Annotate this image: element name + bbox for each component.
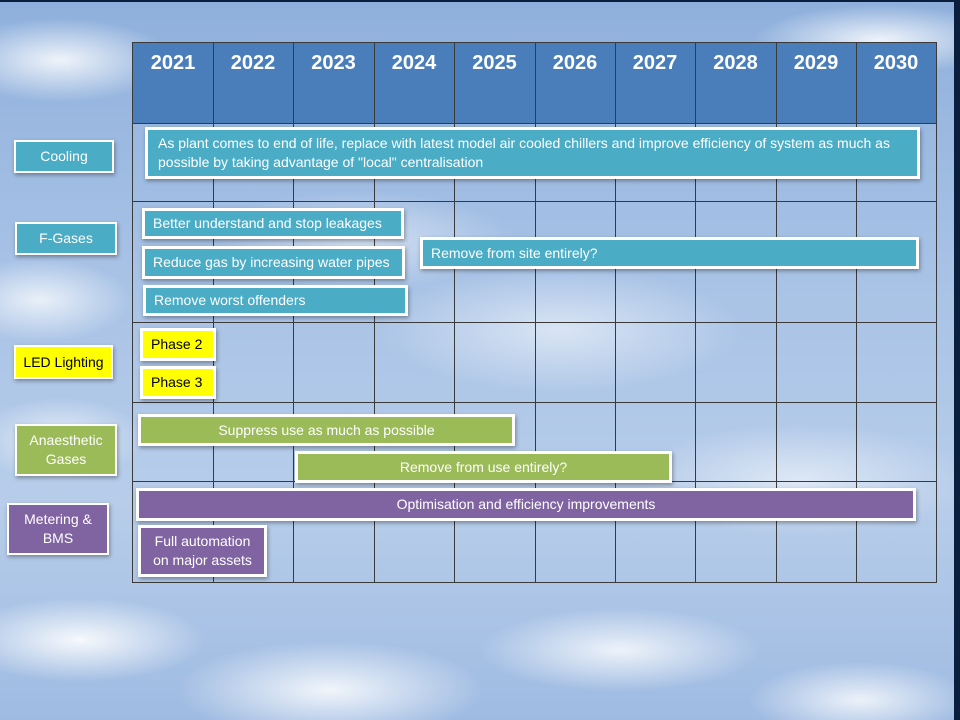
task-led-phase-2: Phase 2 (140, 328, 216, 361)
task-full-automation: Full automation on major assets (138, 525, 267, 577)
task-remove-from-site: Remove from site entirely? (420, 237, 919, 269)
category-cooling: Cooling (14, 140, 114, 173)
year-2029: 2029 (793, 52, 839, 74)
task-reduce-gas: Reduce gas by increasing water pipes (142, 246, 405, 279)
year-2025: 2025 (472, 52, 517, 74)
task-stop-leakages: Better understand and stop leakages (142, 208, 404, 239)
year-2028: 2028 (713, 52, 758, 74)
category-metering-bms: Metering & BMS (7, 503, 109, 555)
year-2030: 2030 (873, 52, 919, 74)
task-remove-worst-offenders: Remove worst offenders (143, 285, 408, 316)
category-led-lighting: LED Lighting (14, 345, 113, 379)
year-2026: 2026 (552, 52, 598, 74)
task-remove-from-use: Remove from use entirely? (295, 451, 672, 483)
task-suppress-use: Suppress use as much as possible (138, 414, 515, 446)
year-2021: 2021 (150, 52, 196, 74)
category-f-gases: F-Gases (15, 222, 117, 255)
task-cooling-replace-chillers: As plant comes to end of life, replace with latest model air cooled chillers and improve efficiency of system as much as possible by taking advantage of "local" centralisation (145, 127, 920, 179)
year-2023: 2023 (311, 52, 356, 74)
year-2027: 2027 (632, 52, 678, 74)
year-2024: 2024 (391, 52, 437, 74)
category-anaesthetic-gases: Anaesthetic Gases (15, 424, 117, 476)
year-2022: 2022 (230, 52, 276, 74)
task-led-phase-3: Phase 3 (140, 366, 216, 399)
task-optimisation: Optimisation and efficiency improvements (136, 488, 916, 521)
